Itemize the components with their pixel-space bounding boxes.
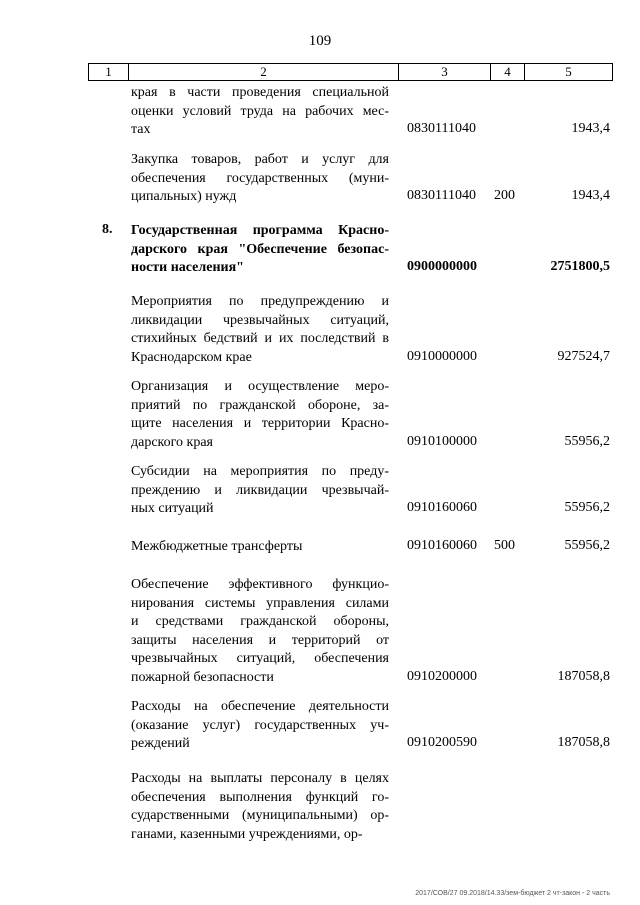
description-line: и средствами гражданской обороны, bbox=[131, 614, 389, 629]
description-line: края в части проведения специальной bbox=[131, 85, 389, 100]
description-line: (оказание услуг) государственных уч- bbox=[131, 717, 389, 733]
target-article-code: 0910200000 bbox=[407, 668, 477, 684]
description-line: Расходы на выплаты персоналу в целях bbox=[131, 771, 389, 786]
row-description bbox=[131, 463, 389, 519]
column-header-2: 2 bbox=[129, 64, 399, 80]
description-line: реждений bbox=[131, 736, 190, 751]
description-line: дарского края "Обеспечение безопас- bbox=[131, 241, 389, 257]
description-line: Расходы на обеспечение деятельности bbox=[131, 699, 389, 714]
amount: 2751800,5 bbox=[550, 259, 610, 274]
amount: 927524,7 bbox=[557, 348, 610, 364]
description-line: ликвидации чрезвычайных ситуаций, bbox=[131, 312, 389, 328]
amount: 55956,2 bbox=[564, 500, 610, 515]
column-header-3: 3 bbox=[399, 64, 491, 80]
amount: 187058,8 bbox=[557, 735, 610, 750]
description-line: дарского края bbox=[131, 434, 213, 450]
description-line: Закупка товаров, работ и услуг для bbox=[131, 152, 389, 167]
description-line: щите населения и территории Красно- bbox=[131, 416, 389, 431]
amount: 1943,4 bbox=[571, 188, 610, 203]
amount: 55956,2 bbox=[564, 433, 610, 449]
description-line: тах bbox=[131, 122, 151, 137]
description-line: Государственная программа Красно- bbox=[131, 223, 389, 238]
description-line: оценки условий труда на рабочих мес- bbox=[131, 103, 389, 119]
description-line: ципальных) нужд bbox=[131, 189, 237, 204]
column-header-row bbox=[88, 63, 613, 81]
target-article-code: 0900000000 bbox=[407, 259, 477, 274]
description-line: сударственными (муниципальными) ор- bbox=[131, 808, 389, 823]
amount: 187058,8 bbox=[557, 668, 610, 684]
amount: 1943,4 bbox=[571, 121, 610, 136]
row-number: 8. bbox=[102, 222, 113, 237]
description-line: Организация и осуществление меро- bbox=[131, 379, 389, 394]
description-line: обеспечения выполнения функций го- bbox=[131, 789, 389, 805]
description-line: Субсидии на мероприятия по преду- bbox=[131, 464, 389, 479]
column-header-5: 5 bbox=[565, 64, 572, 79]
amount: 55956,2 bbox=[564, 538, 610, 553]
column-header-1: 1 bbox=[89, 64, 129, 80]
footer-file-path: 2017/СОВ/27 09.2018/14.33/зем-бюджет 2 чт-закон - 2 часть bbox=[415, 890, 610, 897]
row-description bbox=[131, 770, 389, 844]
row-description bbox=[131, 378, 389, 452]
target-article-code: 0910200590 bbox=[407, 735, 477, 750]
target-article-code: 0910160060 bbox=[407, 500, 477, 515]
expense-type-code: 500 bbox=[494, 538, 515, 553]
description-line: приятий по гражданской обороне, за- bbox=[131, 397, 389, 413]
row-description bbox=[131, 698, 389, 754]
row-description bbox=[131, 222, 389, 278]
description-line: Мероприятия по предупреждению и bbox=[131, 294, 389, 309]
description-line: ных ситуаций bbox=[131, 501, 214, 516]
row-description bbox=[131, 293, 389, 367]
target-article-code: 0910000000 bbox=[407, 348, 477, 364]
target-article-code: 0830111040 bbox=[407, 188, 476, 203]
description-line: преждению и ликвидации чрезвычай- bbox=[131, 482, 389, 498]
page-number: 109 bbox=[308, 33, 332, 49]
description-line: ганами, казенными учреждениями, ор- bbox=[131, 826, 363, 842]
description-line: защиты населения и территорий от bbox=[131, 632, 389, 648]
description-line: нирования системы управления силами bbox=[131, 595, 389, 611]
target-article-code: 0830111040 bbox=[407, 121, 476, 136]
target-article-code: 0910160060 bbox=[407, 538, 477, 553]
row-description bbox=[131, 151, 389, 207]
row-description bbox=[131, 84, 389, 140]
description-line: Межбюджетные трансферты bbox=[131, 539, 303, 554]
description-line: Краснодарском крае bbox=[131, 349, 252, 365]
description-line: чрезвычайных ситуаций, обеспечения bbox=[131, 651, 389, 666]
row-description bbox=[131, 576, 389, 687]
description-line: обеспечения государственных (муни- bbox=[131, 170, 389, 186]
description-line: стихийных бедствий и их последствий в bbox=[131, 331, 389, 346]
description-line: ности населения" bbox=[131, 260, 244, 275]
target-article-code: 0910100000 bbox=[407, 433, 477, 449]
row-description bbox=[131, 538, 389, 557]
description-line: Обеспечение эффективного функцио- bbox=[131, 577, 389, 592]
column-header-4: 4 bbox=[491, 64, 525, 80]
expense-type-code: 200 bbox=[494, 188, 515, 203]
description-line: пожарной безопасности bbox=[131, 669, 274, 685]
